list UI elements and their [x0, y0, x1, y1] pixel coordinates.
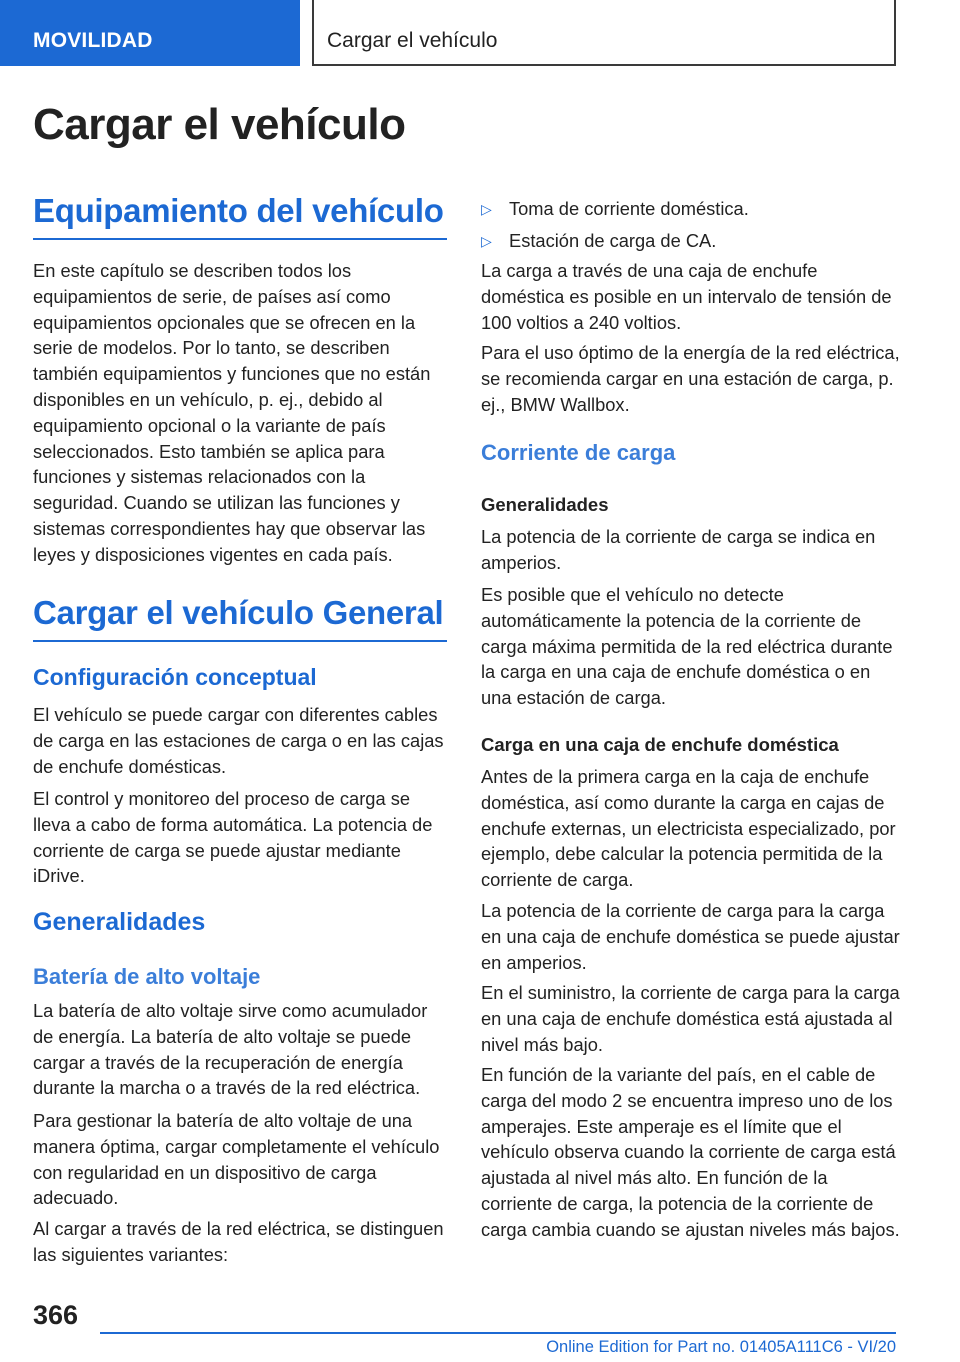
- triangle-bullet-icon: ▷: [481, 233, 492, 249]
- bullet-item: [481, 228, 716, 255]
- paragraph-bateria-1: La batería de alto voltaje sirve como acumulador de energía. La batería de alto voltaje se puede cargar a través de la recuperación de energía durante la marcha o a través de la red eléctrica.: [33, 1000, 428, 1099]
- heading-corriente-carga: Corriente de carga: [481, 440, 676, 465]
- header-section-tab: MOVILIDAD: [0, 0, 300, 66]
- footer-divider: [100, 1332, 896, 1334]
- heading-cargar-general: Cargar el vehículo General: [33, 594, 447, 642]
- paragraph-bateria-2: Para gestionar la batería de alto voltaje de una manera óptima, cargar completamente el vehículo con regularidad en un dispositivo de carga adecuado.: [33, 1110, 440, 1209]
- heading-configuracion: Configuración conceptual: [33, 664, 317, 690]
- paragraph-carga-wallbox: Para el uso óptimo de la energía de la red eléctrica, se recomienda cargar en una estación de carga, p. ej., BMW Wallbox.: [481, 342, 900, 415]
- page-title: Cargar el vehículo: [33, 100, 406, 149]
- paragraph-caja-2: La potencia de la corriente de carga para la carga en una caja de enchufe doméstica se puede ajustar en amperios.: [481, 900, 900, 973]
- heading-bateria: Batería de alto voltaje: [33, 964, 261, 989]
- heading-generalidades: Generalidades: [33, 908, 206, 936]
- paragraph-config-2: El control y monitoreo del proceso de carga se lleva a cabo de forma automática. La potencia de corriente de carga se puede ajustar mediante iDrive.: [33, 788, 433, 887]
- paragraph-caja-3: En el suministro, la corriente de carga para la carga en una caja de enchufe doméstica está ajustada al nivel más bajo.: [481, 982, 900, 1055]
- paragraph-corriente-2: Es posible que el vehículo no detecte automáticamente la potencia de la corriente de carga máxima permitida de la red eléctrica durante la carga en una caja de enchufe doméstica o en una estación de carga.: [481, 584, 893, 709]
- paragraph-corriente-1: La potencia de la corriente de carga se indica en amperios.: [481, 526, 876, 573]
- bullet-text: Estación de carga de CA.: [509, 230, 717, 251]
- paragraph-caja-1: Antes de la primera carga en la caja de enchufe doméstica, así como durante la carga en cajas de enchufe externas, un electricista especializado, por ejemplo, debe calcular la potencia permitida de la corriente de carga.: [481, 766, 896, 891]
- header-chapter-title: Cargar el vehículo: [312, 0, 896, 66]
- paragraph-caja-4: En función de la variante del país, en el cable de carga del modo 2 se encuentra impreso uno de los amperajes. Este amperaje es el límite que el vehículo observa cuando la corriente de carga está ajustada al nivel más alto. En función de la corriente de carga, la potencia de la corriente de carga cambia cuando se ajustan niveles más bajos.: [481, 1064, 900, 1240]
- paragraph-equipamiento: En este capítulo se describen todos los equipamientos de serie, de países así como equipamientos opcionales que se ofrecen en la serie de modelos. Por lo tanto, se describen también equipamientos y funciones que no están disponibles en un vehículo, p. ej., debido al equipamiento opcional o la variante de país seleccionados. Esto también se aplica para funciones y sistemas relacionados con la seguridad. Cuando se utilizan las funciones y sistemas correspondientes hay que observar las leyes y disposiciones vigentes en cada país.: [33, 260, 431, 565]
- bullet-item: [481, 196, 749, 223]
- paragraph-carga-rango: La carga a través de una caja de enchufe doméstica es posible en un intervalo de tensión de 100 voltios a 240 voltios.: [481, 260, 892, 333]
- footer-edition: Online Edition for Part no. 01405A111C6 - VI/20: [546, 1338, 896, 1356]
- subheading-caja-enchufe: Carga en una caja de enchufe doméstica: [481, 734, 839, 755]
- heading-equipamiento: Equipamiento del vehículo: [33, 192, 447, 240]
- paragraph-config-1: El vehículo se puede cargar con diferentes cables de carga en las estaciones de carga o en las cajas de enchufe domésticas.: [33, 704, 444, 777]
- subheading-generalidades: Generalidades: [481, 494, 609, 515]
- page-number: 366: [33, 1300, 79, 1330]
- paragraph-bateria-3: Al cargar a través de la red eléctrica, se distinguen las siguientes variantes:: [33, 1218, 444, 1265]
- bullet-text: Toma de corriente doméstica.: [509, 198, 749, 219]
- triangle-bullet-icon: ▷: [481, 201, 492, 217]
